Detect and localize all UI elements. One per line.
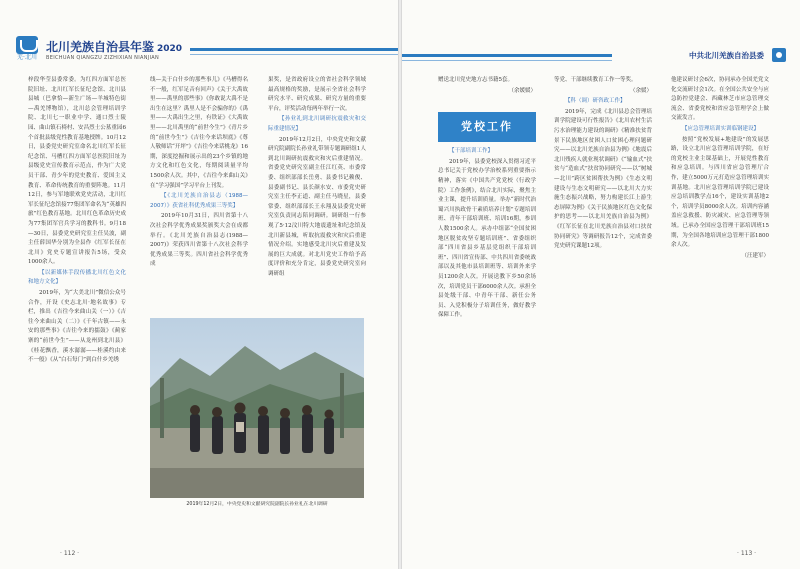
right-column-3 [671, 76, 769, 526]
section-heading: 【孙业礼到北川调研抗震救灾和交际重建情况】 [268, 116, 366, 132]
logo-text: 羌·北川 [17, 54, 37, 61]
photo-caption: 2019年12月2日，中央党史和文献研究院副院长孙业礼在北川调研 [186, 502, 328, 507]
page-header-right [402, 46, 800, 70]
header-rule [402, 54, 612, 57]
almanac-logo-icon [14, 36, 40, 64]
left-column-1 [28, 76, 126, 526]
paragraph: 果奖，是省政府设立的省社会科学领域最高规格的奖励，是展示全省社会科学研究水平、研究成果、研究方量的重要平台，评奖活动每两年举行一次。 [268, 77, 366, 112]
section-name: 中共北川羌族自治县委 [689, 51, 764, 60]
paragraph: 他建议研讨会6次，协同承办全国羌党文化交流研讨会1次。在全国公共安全与应急防控党建会、西藏林芝市应急管理交流会、省委党校和省应急管理学会上做交流发言。 [671, 77, 769, 122]
paragraph: 赠送北川党史地方志书籍5套。 [438, 77, 514, 83]
paragraph: 梓段华莹县委常委。为红四方面军总医院旧址、北川红军长征纪念馆、北川县县城（巴拿恰—新生广场—羊城特色街—禹羌博物馆），北川总会管理培训学院、北川七一职业中学、通口烈士陵园、曲山镇石椅村、安昌烈士公墓重园6个首批县级党性教育基地授牌。10月12日，县委党史研究室命名北川红军长征纪念馆、马槽红四方面军总医院旧址为县级党史宣传教育示范点，作为广大党员干部、青少年的党史教育、爱国主义教育、革命传统教育的重要阵地。11月12日，参与军地联欢党史活动，北川红军长征纪念馆接77集团军命名为“英雄四旅”红色教育基地。北川红色革命历史成为77集团军官兵学习的教科书。9月18—30日，县委党史研究室主任吴波，副主任薛国华分别为全县作《红军长征在北川》党史专题宣讲报告5场，受众1000余人。 [28, 77, 126, 266]
author-signature: （余媛媛） [508, 87, 536, 94]
author-signature: （汪建军） [741, 252, 769, 259]
paragraph: 等党、干部继续教育工作一等奖。 [554, 77, 637, 83]
page-number-left: · 112 · [60, 550, 80, 557]
paragraph: 2019年，县委党校深入贯彻习近平总书记关于党校办学治校系列重要指示精神，落实《中国共产党党校（行政学院）工作条例》，结合北川实际，聚焦主业主课，提升培训质量。举办“新时代治蜀兴川执政骨干素质培养计划”专题培训班、青年干部培训班、培训16期，参训人数1500余人。承办中组部“全国贫困地区脱贫攻坚专题培训班”、省委组织部“四川省县乡基层党组织干部培训班”、四川省宣传部、中共四川省委统战部以及其他市县培训班等、培训外来学员1200余人次。开展送教下乡50余场次，培训党员干部6000余人次。承担全县处级干部、中青年干部、新任公务员、入党积极分子培训任务，做好教学保障工作。 [438, 158, 536, 319]
left-page [0, 0, 398, 569]
paragraph: 2019年10月31日，四川省第十八次社会科学优秀成果奖颁奖大会在成都举行。《北川羌族自治县志(1988—2007)》荣获四川省第十八次社会科学优秀成果三等奖。四川省社会科学优秀成 [150, 213, 248, 268]
section-heading: 【应急管理培训实训临钢建设】 [682, 125, 760, 132]
section-banner: 党校工作 [438, 112, 536, 142]
photo-illustration [150, 318, 364, 498]
section-heading: 【干部培训工作】 [449, 148, 494, 155]
paragraph: 2019年，完成《北川县总会管理培训学院建设可行性报告》《北川农村生活污水治理能力建设的调研》《精准扶贫背景下民族地区贫困人口贫困心理问题研究——以北川羌族自治县为例》《地震后北川残疾人就业现状调研》《“输血式”扶贫与“造血式”扶贫协同研究——以“树城—北川”跨区贫困帮扶为例》《生态文明建设与生态文明研究——以北川大力实施生态振兴战略，努力构建长江上游生态屏障为例》《关于民族地区红色文化保护的思考——以北川羌族自治县为例》《红军长征在北川羌族自治县对口扶贫协同研究》等调研报告12个，完成省委党史研究课题12项。 [554, 108, 652, 250]
header-rule [190, 48, 398, 51]
page-header-left [0, 36, 398, 68]
section-heading: 【科（调）研咨政工作】 [565, 98, 626, 105]
section-heading: 【《北川羌族自治县志（1988—2007）》获省社科优秀成果三等奖】 [150, 193, 248, 209]
section-mark-icon [772, 48, 786, 62]
paragraph: 2019年12月2日，中央党史和文献研究院副院长孙业礼带领专题调研组1人到北川调研抗震救灾和灾后重建情况。省委党史研究室副主任江红英、市委常委、组织部部长岳勇、县委书记赖俊、县委副书记、县长颜水安、市委党史研究室主任李正道、副主任马晓星，县委常委、组织部部长王永翔及县委党史研究室负责同志陪同调研。调研组一行参观了5·12汶川特大地震遗址和纪念馆及北川新县城，听取抗震救灾和灾后重建情况介绍。实地感受北川灾后重建及发展的巨大成就。对北川党史工作给予高度评价和充分肯定，县委党史研究室向调研组 [268, 136, 366, 277]
left-column-3 [268, 76, 366, 312]
page-number-right: · 113 · [737, 550, 757, 557]
almanac-year: 2020 [157, 44, 183, 54]
paragraph: 2019年，为“大美北川”微信公众号合作，开设《史志北川·地名故事》专栏，推出《吉往今来曲山关（一）》《吉往今来曲山关（二）》《千年古镇——永安的那些事》《吉往今来的擂鼓》《蔺家寨的“前世今生”——从龙州到北川县》《桂花飘香，溪水潺潺——桂溪约由来不一般》《从“白石每门”到白什乡羌绣 [28, 290, 126, 364]
right-page [402, 0, 800, 569]
paragraph: 线—关于白什乡的那些事儿》《马槽得名不一般，红军足音有回声》《关于大禹故里——禹里的那些事》《你敢说大禹不是出生在这里？禹里人是不会骗你的》《禹里——大禹出生之里，有铁证》《大禹故里——北川禹里的“前世今生”》《青片乡的“前世今生”》《吉往今来话坝底》《尊人敬师话“开坪”》《吉往今来话桃龙》16期，深度挖掘和展示出的23个乡镇的地方文化和红色文化，每期阅读量平均1500余人次。其中，《吉往今来曲山关》在“学习强国”学习平台上刊发。 [150, 77, 248, 189]
almanac-title-text: 北川羌族自治县年鉴 [46, 40, 155, 54]
left-column-2 [150, 76, 248, 312]
news-photo [150, 318, 364, 498]
section-heading: 【以新媒体手段传播北川红色文化和地方文化】 [28, 269, 126, 286]
right-column-2 [554, 76, 652, 526]
author-signature: （余媛） [629, 87, 652, 94]
almanac-title [46, 38, 182, 55]
paragraph: 按照“党校发展+地建设”的发展思路，设立北川应急管理培训学院，在好的党校主业主课基础上，开展党性教育和应急培训。与四川省应急管理厅合作，建立5000万元打造应急管理培训实训基地。北川应急管理培训学院已建设应急培训教学点16个，建设实训基地2个，培训学员8000余人次。培训内容涵盖应急救援、防灾减灾、应急管理等领域。已承办全国应急管理干部培训班15期，为全国各地培训应急管理干部1800余人次。 [671, 136, 769, 249]
almanac-subtitle: BEICHUAN QIANGZU ZIZHIXIAN NIANJIAN [46, 55, 160, 61]
right-column-1 [438, 76, 536, 526]
